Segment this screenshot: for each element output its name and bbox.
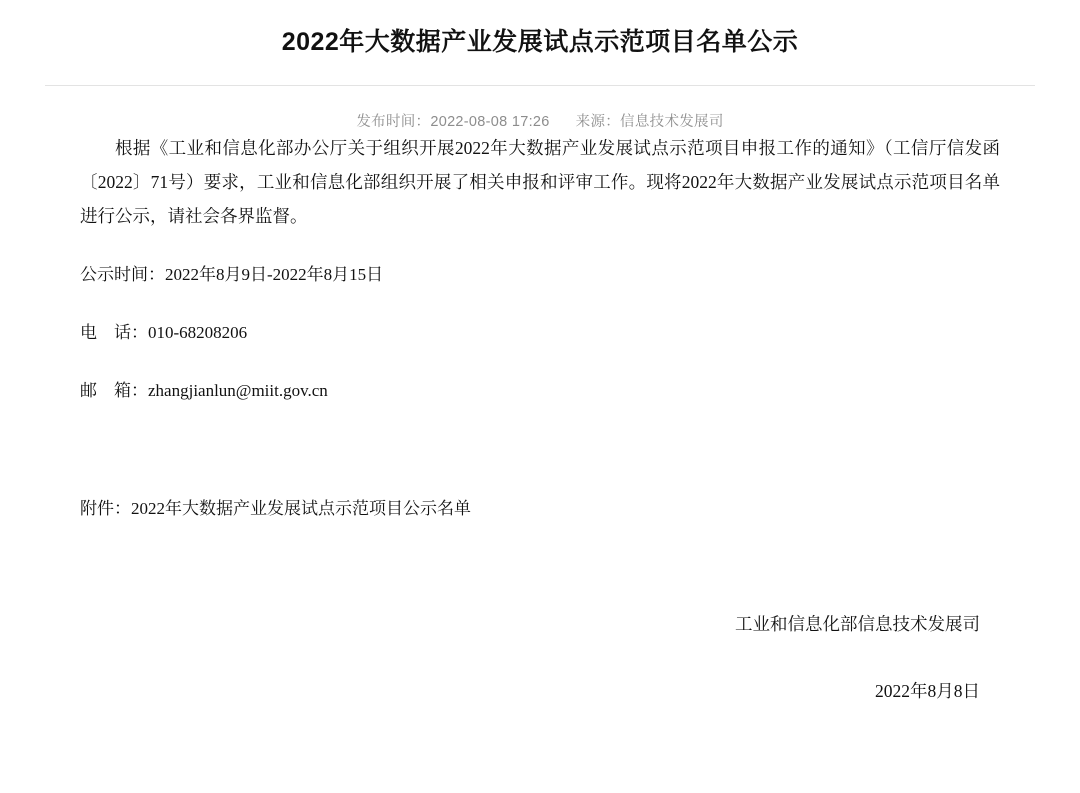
notice-period-label: 公示时间：	[80, 264, 165, 284]
page-title: 2022年大数据产业发展试点示范项目名单公示	[281, 28, 799, 56]
attachment-line	[80, 494, 1000, 519]
source-value: 信息技术发展司	[620, 113, 724, 130]
attachment-label: 附件：	[80, 498, 131, 518]
contact-email-label: 邮 箱：	[80, 381, 148, 401]
contact-phone-label: 电 话：	[80, 323, 148, 343]
document-body	[45, 131, 1035, 703]
contact-phone	[80, 317, 1000, 349]
publish-time-value: 2022-08-08 17:26	[430, 113, 550, 130]
attachment-name[interactable]: 2022年大数据产业发展试点示范项目公示名单	[131, 498, 471, 518]
publish-time	[356, 110, 549, 131]
publish-time-label: 发布时间：	[356, 113, 431, 130]
signature-date: 2022年8月8日	[875, 680, 980, 701]
source	[576, 110, 724, 131]
lead-paragraph: 根据《工业和信息化部办公厅关于组织开展2022年大数据产业发展试点示范项目申报工作的通知》（工信厅信发函〔2022〕71号）要求，工业和信息化部组织开展了相关申报和评审工作。现将2022年大数据产业发展试点示范项目名单进行公示，请社会各界监督。	[80, 137, 1000, 226]
document-meta	[45, 86, 1035, 131]
source-label: 来源：	[575, 113, 621, 130]
contact-email-value: zhangjianlun@miit.gov.cn	[148, 381, 328, 401]
notice-period-value: 2022年8月9日-2022年8月15日	[165, 264, 384, 284]
notice-period	[80, 259, 1000, 291]
contact-email	[80, 375, 1000, 407]
contact-phone-value: 010-68208206	[148, 323, 248, 343]
signature: 工业和信息化部信息技术发展司	[735, 613, 980, 634]
